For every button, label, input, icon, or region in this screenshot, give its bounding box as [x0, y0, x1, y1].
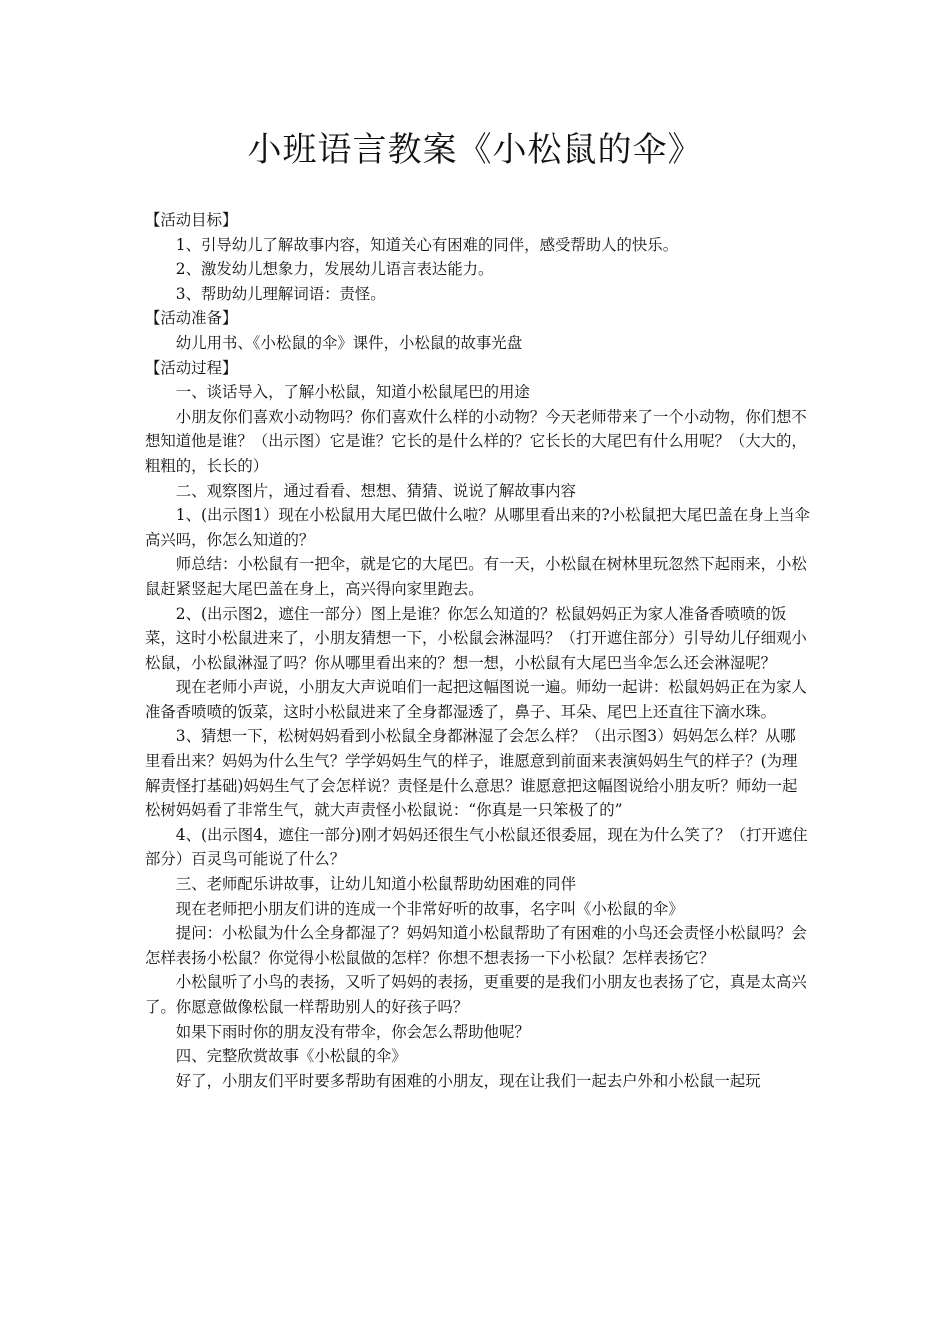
process-paragraph: 2、(出示图2，遮住一部分）图上是谁？你怎么知道的？松鼠妈妈正为家人准备香喷喷的饭菜，这时小松鼠进来了，小朋友猜想一下，小松鼠会淋湿吗？（打开遮住部分）引导幼儿仔细观小松鼠，小松鼠淋湿了吗？你从哪里看出来的？想一想，小松鼠有大尾巴当伞怎么还会淋湿呢？ [145, 604, 807, 672]
process-paragraph: 一、谈话导入，了解小松鼠，知道小松鼠尾巴的用途 [175, 383, 530, 402]
process-paragraph: 二、观察图片，通过看看、想想、猜猜、说说了解故事内容 [175, 481, 576, 500]
process-paragraph: 3、猜想一下，松树妈妈看到小松鼠全身都淋湿了会怎么样？（出示图3）妈妈怎么样？从哪里看出来？妈妈为什么生气？学学妈妈生气的样子，谁愿意到前面来表演妈妈生气的样子？(为理解责怪打基础)妈妈生气了会怎样说？责怪是什么意思？谁愿意把这幅图说给小朋友听？师幼一起松树妈妈看了非常生气，就大声责怪小松鼠说：“你真是一只笨极了的” [145, 727, 798, 820]
process-paragraph: 现在老师小声说，小朋友大声说咱们一起把这幅图说一遍。师幼一起讲：松鼠妈妈正在为家人准备香喷喷的饭菜，这时小松鼠进来了全身都湿透了，鼻子、耳朵、尾巴上还直往下滴水珠。 [145, 678, 807, 721]
process-paragraph: 三、老师配乐讲故事，让幼儿知道小松鼠帮助幼困难的同伴 [175, 875, 576, 894]
process-paragraph: 4、(出示图4，遮住一部分)刚才妈妈还很生气小松鼠还很委屈，现在为什么笑了？（打开遮住部分）百灵鸟可能说了什么？ [145, 825, 808, 869]
process-paragraph: 1、(出示图1）现在小松鼠用大尾巴做什么啦？从哪里看出来的?小松鼠把大尾巴盖在身上当伞高兴吗，你怎么知道的？ [145, 506, 810, 549]
process-paragraph: 四、完整欣赏故事《小松鼠的伞》 [175, 1047, 407, 1066]
goal-item-3: 3、帮助幼儿理解词语：责怪。 [175, 284, 386, 303]
document-body [145, 208, 810, 1093]
process-paragraph: 小松鼠听了小鸟的表扬，又听了妈妈的表扬，更重要的是我们小朋友也表扬了它，真是太高兴了。你愿意做像松鼠一样帮助别人的好孩子吗？ [145, 973, 807, 1016]
process-paragraph: 提问：小松鼠为什么全身都湿了？妈妈知道小松鼠帮助了有困难的小鸟还会责怪小松鼠吗？会怎样表扬小松鼠？你觉得小松鼠做的怎样？你想不想表扬一下小松鼠？怎样表扬它？ [145, 924, 807, 967]
preparation-item: 幼儿用书、《小松鼠的伞》课件，小松鼠的故事光盘 [175, 333, 523, 352]
section-heading-process: 【活动过程】 [145, 358, 238, 377]
goal-item-1: 1、引导幼儿了解故事内容，知道关心有困难的同伴，感受帮助人的快乐。 [175, 235, 679, 254]
process-paragraph: 如果下雨时你的朋友没有带伞，你会怎么帮助他呢？ [175, 1022, 530, 1041]
section-heading-goals: 【活动目标】 [145, 211, 238, 229]
process-paragraph: 小朋友你们喜欢小动物吗？你们喜欢什么样的小动物？今天老师带来了一个小动物，你们想不想知道他是谁？（出示图）它是谁？它长的是什么样的？它长长的大尾巴有什么用呢？（大大的，粗粗的，长长的） [145, 407, 807, 475]
goal-item-2: 2、激发幼儿想象力，发展幼儿语言表达能力。 [175, 260, 494, 279]
process-paragraph: 师总结：小松鼠有一把伞，就是它的大尾巴。有一天，小松鼠在树林里玩忽然下起雨来，小松鼠赶紧竖起大尾巴盖在身上，高兴得向家里跑去。 [145, 555, 807, 598]
document-title: 小班语言教案《小松鼠的伞》 [247, 130, 703, 170]
process-paragraph: 现在老师把小朋友们讲的连成一个非常好听的故事，名字叫《小松鼠的伞》 [175, 899, 684, 918]
process-paragraph: 好了，小朋友们平时要多帮助有困难的小朋友，现在让我们一起去户外和小松鼠一起玩 [175, 1071, 761, 1090]
section-heading-preparation: 【活动准备】 [145, 309, 238, 328]
